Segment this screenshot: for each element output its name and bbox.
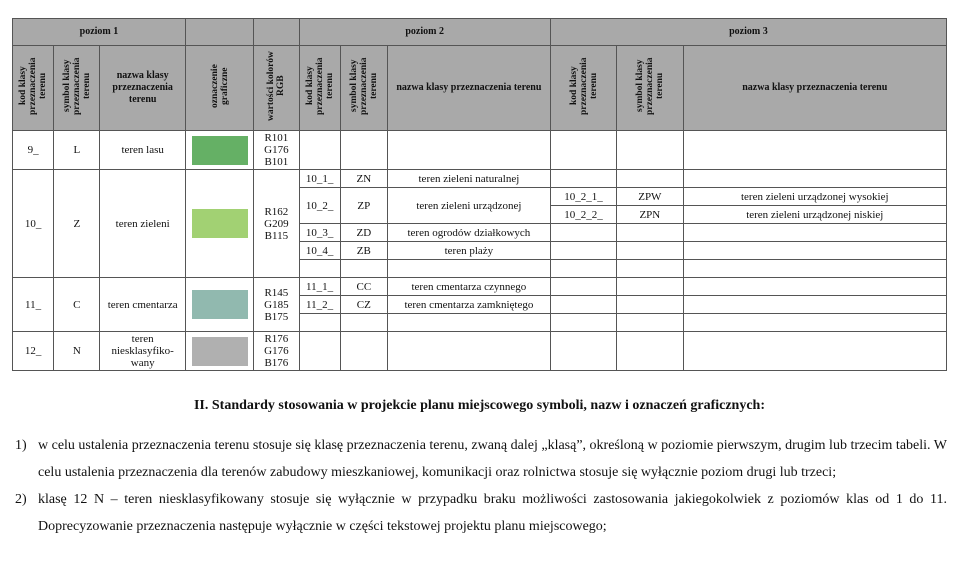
cell-graphic — [185, 332, 253, 371]
cell-symbol: ZPW — [617, 188, 683, 206]
cell-graphic — [185, 278, 253, 332]
header-blank-rgb — [254, 19, 299, 46]
cell-code: 9_ — [13, 131, 54, 170]
header-level-1: poziom 1 — [13, 19, 186, 46]
header-l3-name: nazwa klasy przeznaczenia terenu — [683, 46, 946, 131]
list-item: 2) klasę 12 N – teren niesklasyfikowany stosuje się wyłącznie w przypadku braku możliwości zastosowania jakiegokolwiek z poziomów klas od 1 do 11. Doprecyzowanie przeznaczenia następuje wyłącznie w części tekstowej projektu planu miejscowego; — [15, 492, 947, 534]
table-row — [13, 332, 947, 371]
header-level-2: poziom 2 — [299, 19, 550, 46]
header-l1-symbol: symbol klasy przeznaczenia terenu — [54, 46, 100, 131]
cell-symbol: ZN — [340, 170, 387, 188]
land-use-class-table — [12, 18, 947, 371]
header-graphic: oznaczenie graficzne — [185, 46, 253, 131]
cell-name: teren cmentarza — [100, 278, 185, 332]
header-l2-name: nazwa klasy przeznaczenia terenu — [387, 46, 550, 131]
cell-rgb: R162 G209 B115 — [254, 170, 299, 278]
cell-code: 10_1_ — [299, 170, 340, 188]
header-rgb: wartości kolorów RGB — [254, 46, 299, 131]
cell-code: 10_4_ — [299, 242, 340, 260]
cell-name: teren zieleni naturalnej — [387, 170, 550, 188]
cell-name: teren zieleni — [100, 170, 185, 278]
table-row — [13, 131, 947, 170]
color-swatch — [192, 136, 248, 165]
rules-list — [12, 432, 947, 540]
header-l3-symbol: symbol klasy przeznaczenia terenu — [617, 46, 683, 131]
header-l2-symbol: symbol klasy przeznaczenia terenu — [340, 46, 387, 131]
color-swatch — [192, 337, 248, 366]
table-row — [13, 170, 947, 188]
cell-code: 12_ — [13, 332, 54, 371]
color-swatch — [192, 290, 248, 319]
cell-code: 10_2_2_ — [550, 206, 616, 224]
cell-code: 10_3_ — [299, 224, 340, 242]
header-level-3: poziom 3 — [550, 19, 946, 46]
cell-name: teren cmentarza zamkniętego — [387, 296, 550, 314]
cell-symbol: N — [54, 332, 100, 371]
cell-code: 11_ — [13, 278, 54, 332]
header-blank-graphic — [185, 19, 253, 46]
color-swatch — [192, 209, 248, 238]
cell-name: teren zieleni urządzonej — [387, 188, 550, 224]
list-item: 1) w celu ustalenia przeznaczenia terenu stosuje się klasę przeznaczenia terenu, zwaną dalej „klasą”, określoną w poziomie pierwszym, drugim lub trzecim tabeli. W celu ustalenia przeznaczenia dla terenów zabudowy mieszkaniowej, komunikacji oraz rolnictwa stosuje się wyłącznie poziom drugi lub trzeci; — [15, 438, 947, 480]
cell-symbol: Z — [54, 170, 100, 278]
cell-name: teren cmentarza czynnego — [387, 278, 550, 296]
header-l1-name: nazwa klasy przeznaczenia terenu — [100, 46, 185, 131]
header-l1-code: kod klasy przeznaczenia terenu — [13, 46, 54, 131]
cell-code: 10_2_ — [299, 188, 340, 224]
cell-rgb: R145 G185 B175 — [254, 278, 299, 332]
cell-name: teren zieleni urządzonej wysokiej — [683, 188, 946, 206]
cell-rgb: R176 G176 B176 — [254, 332, 299, 371]
header-l2-code: kod klasy przeznaczenia terenu — [299, 46, 340, 131]
cell-name: teren ogrodów działkowych — [387, 224, 550, 242]
cell-symbol: ZB — [340, 242, 387, 260]
header-l3-code: kod klasy przeznaczenia terenu — [550, 46, 616, 131]
table-row — [13, 278, 947, 296]
cell-code: 11_1_ — [299, 278, 340, 296]
cell-name: teren niesklasyfiko-wany — [100, 332, 185, 371]
section-heading: II. Standardy stosowania w projekcie planu miejscowego symboli, nazw i oznaczeń graficznych: — [193, 398, 765, 413]
cell-name: teren zieleni urządzonej niskiej — [683, 206, 946, 224]
cell-symbol: ZP — [340, 188, 387, 224]
cell-code: 10_ — [13, 170, 54, 278]
cell-symbol: L — [54, 131, 100, 170]
cell-code: 10_2_1_ — [550, 188, 616, 206]
cell-symbol: ZPN — [617, 206, 683, 224]
cell-code: 11_2_ — [299, 296, 340, 314]
cell-graphic — [185, 170, 253, 278]
cell-graphic — [185, 131, 253, 170]
cell-name: teren lasu — [100, 131, 185, 170]
cell-symbol: CZ — [340, 296, 387, 314]
cell-symbol: ZD — [340, 224, 387, 242]
cell-rgb: R101 G176 B101 — [254, 131, 299, 170]
cell-symbol: CC — [340, 278, 387, 296]
cell-name: teren plaży — [387, 242, 550, 260]
cell-symbol: C — [54, 278, 100, 332]
